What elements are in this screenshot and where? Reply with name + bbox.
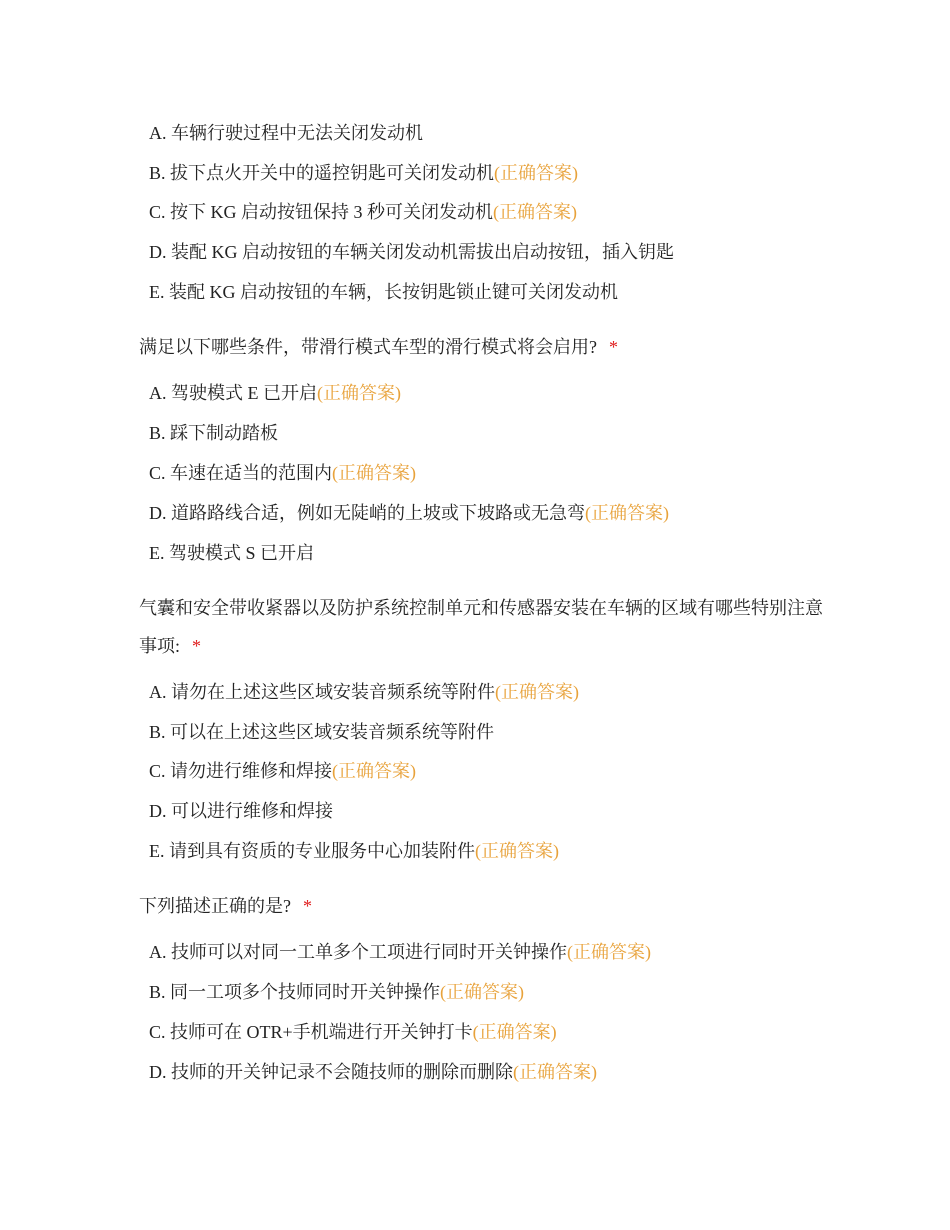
correct-answer-tag: (正确答案) [475, 841, 559, 861]
option-label: A. 请勿在上述这些区域安装音频系统等附件 [149, 682, 495, 702]
option-3d[interactable] [149, 798, 333, 824]
option-label: A. 驾驶模式 E 已开启 [149, 383, 317, 403]
option-label: E. 装配 KG 启动按钮的车辆，长按钥匙锁止键可关闭发动机 [149, 282, 618, 302]
option-1b[interactable] [149, 160, 578, 186]
option-label: C. 按下 KG 启动按钮保持 3 秒可关闭发动机 [149, 202, 494, 222]
correct-answer-tag: (正确答案) [317, 383, 401, 403]
option-2e[interactable] [149, 540, 314, 566]
option-2d[interactable] [149, 500, 669, 526]
option-label: E. 请到具有资质的专业服务中心加装附件 [149, 841, 475, 861]
option-1e[interactable] [149, 279, 618, 305]
option-label: B. 同一工项多个技师同时开关钟操作 [149, 982, 441, 1002]
option-2a[interactable] [149, 380, 401, 406]
correct-answer-tag: (正确答案) [585, 503, 669, 523]
correct-answer-tag: (正确答案) [495, 682, 579, 702]
correct-answer-tag: (正确答案) [472, 1022, 557, 1042]
option-label: B. 可以在上述这些区域安装音频系统等附件 [149, 722, 495, 742]
option-2c[interactable] [149, 460, 416, 486]
correct-answer-tag: (正确答案) [493, 202, 578, 222]
correct-answer-tag: (正确答案) [494, 163, 579, 183]
question-title [139, 328, 829, 366]
required-mark: * [303, 896, 312, 916]
option-label: A. 技师可以对同一工单多个工项进行同时开关钟操作 [149, 942, 567, 962]
question-text: 下列描述正确的是? [139, 896, 291, 916]
option-2b[interactable] [149, 420, 278, 446]
option-label: D. 道路路线合适，例如无陡峭的上坡或下坡路或无急弯 [149, 503, 585, 523]
option-3b[interactable] [149, 719, 494, 745]
question-title [139, 887, 829, 925]
option-1a[interactable] [149, 120, 423, 146]
option-3e[interactable] [149, 838, 559, 864]
option-label: B. 拔下点火开关中的遥控钥匙可关闭发动机 [149, 163, 495, 183]
correct-answer-tag: (正确答案) [332, 761, 417, 781]
question-text: 满足以下哪些条件，带滑行模式车型的滑行模式将会启用? [139, 337, 597, 357]
option-4d[interactable] [149, 1059, 597, 1085]
question-title [139, 589, 829, 665]
option-label: A. 车辆行驶过程中无法关闭发动机 [149, 123, 423, 143]
correct-answer-tag: (正确答案) [567, 942, 651, 962]
option-4b[interactable] [149, 979, 524, 1005]
option-label: D. 装配 KG 启动按钮的车辆关闭发动机需拔出启动按钮，插入钥匙 [149, 242, 674, 262]
option-label: B. 踩下制动踏板 [149, 423, 279, 443]
option-4c[interactable] [149, 1019, 557, 1045]
option-4a[interactable] [149, 939, 651, 965]
option-label: D. 技师的开关钟记录不会随技师的删除而删除 [149, 1062, 513, 1082]
option-1d[interactable] [149, 239, 674, 265]
option-3a[interactable] [149, 679, 579, 705]
option-label: E. 驾驶模式 S 已开启 [149, 543, 315, 563]
correct-answer-tag: (正确答案) [513, 1062, 597, 1082]
option-label: C. 请勿进行维修和焊接 [149, 761, 333, 781]
question-text: 气囊和安全带收紧器以及防护系统控制单元和传感器安装在车辆的区域有哪些特别注意事项: [139, 598, 823, 656]
required-mark: * [192, 636, 202, 656]
required-mark: * [609, 337, 618, 357]
option-3c[interactable] [149, 758, 416, 784]
option-label: C. 技师可在 OTR+手机端进行开关钟打卡 [149, 1022, 473, 1042]
correct-answer-tag: (正确答案) [332, 463, 417, 483]
option-label: C. 车速在适当的范围内 [149, 463, 333, 483]
correct-answer-tag: (正确答案) [440, 982, 525, 1002]
option-label: D. 可以进行维修和焊接 [149, 801, 333, 821]
option-1c[interactable] [149, 199, 577, 225]
